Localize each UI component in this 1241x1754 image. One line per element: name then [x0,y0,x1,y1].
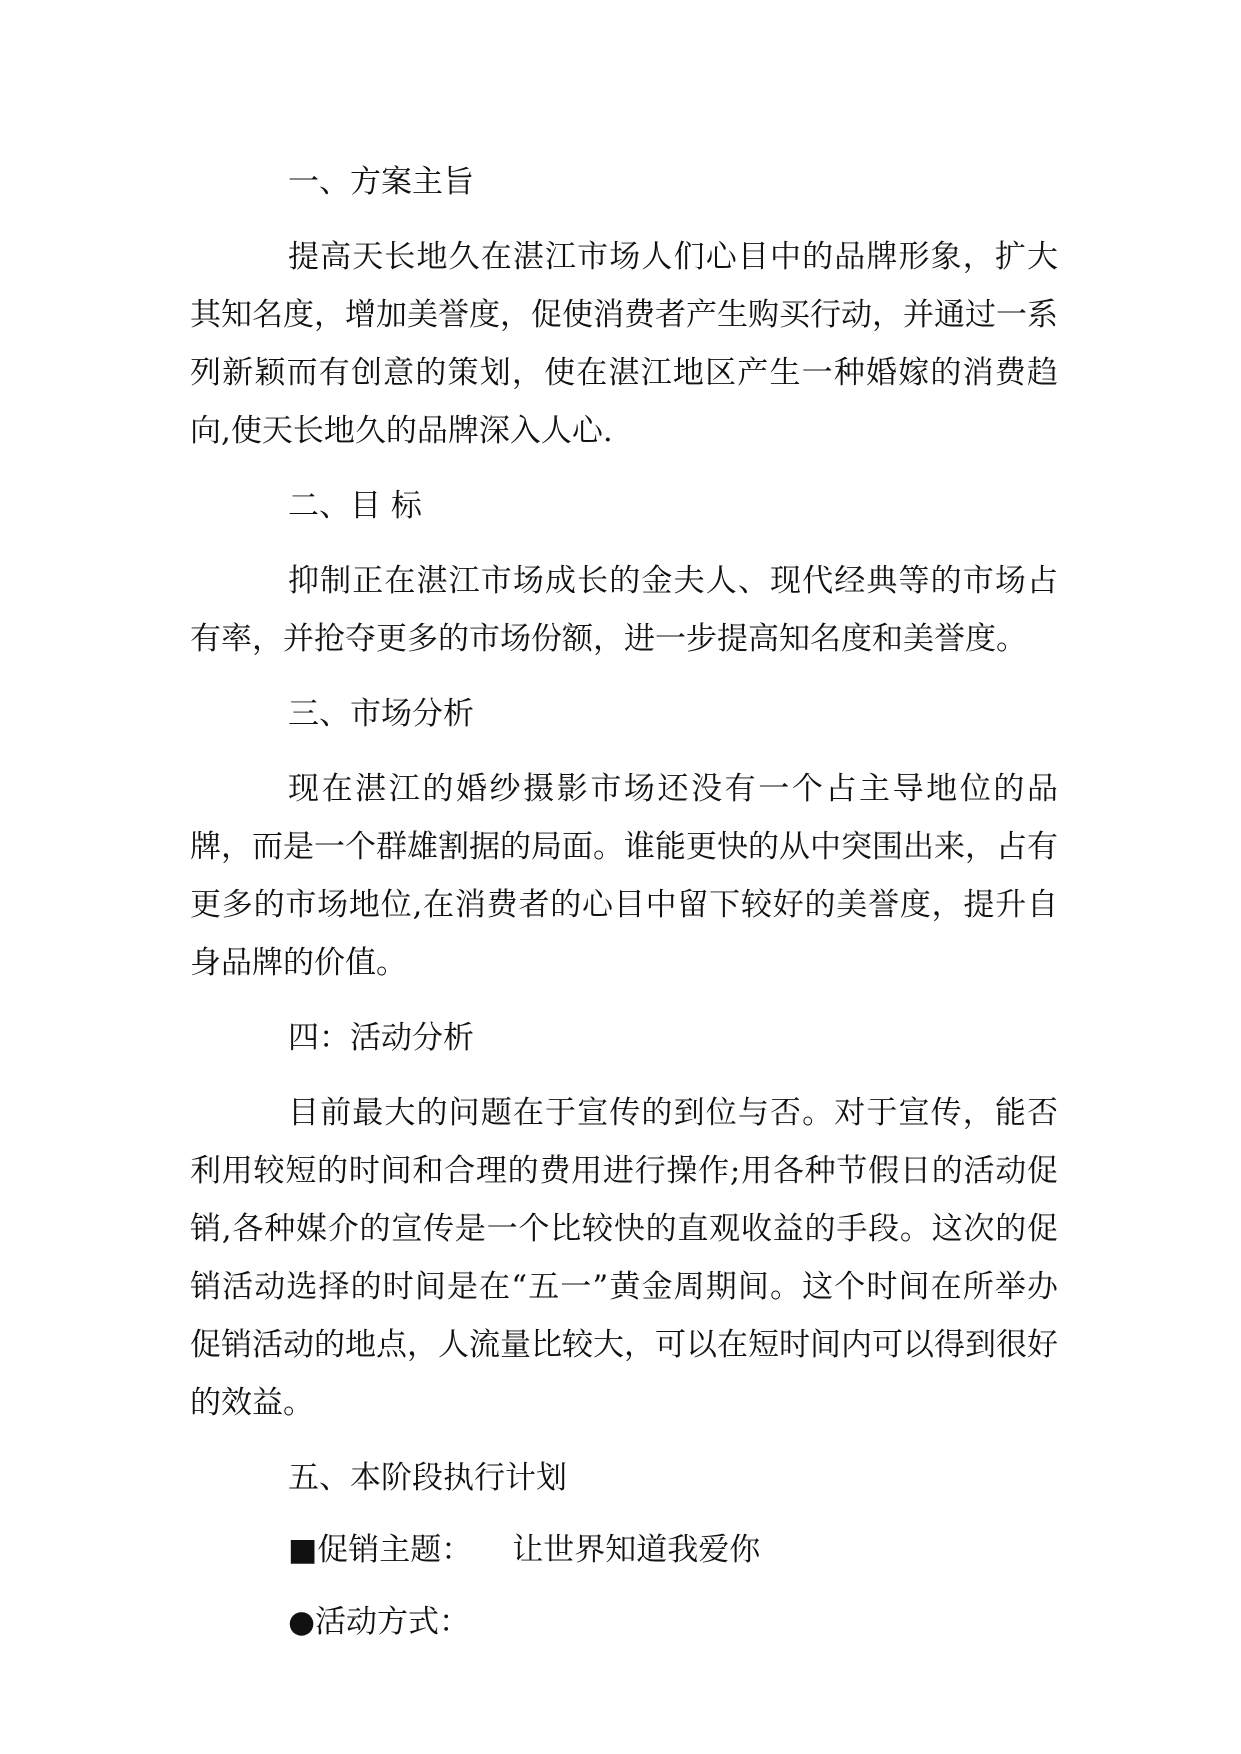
section-paragraph-goal: 抑制正在湛江市场成长的金夫人、现代经典等的市场占有率，并抢夺更多的市场份额，进一步提高知名度和美誉度。 [190,563,1058,657]
section-paragraph-plan-purpose: 提高天长地久在湛江市场人们心目中的品牌形象，扩大其知名度，增加美誉度，促使消费者产生购买行动，并通过一系列新颖而有创意的策划，使在湛江地区产生一种婚嫁的消费趋向,使天长地久的品牌深入人心. [190,239,1058,449]
plan-item-promotion-theme [190,1524,1058,1576]
section-heading-activity-analysis: 四：活动分析 [288,1020,474,1056]
section-paragraph-market-analysis: 现在湛江的婚纱摄影市场还没有一个占主导地位的品牌，而是一个群雄割据的局面。谁能更快的从中突围出来，占有更多的市场地位,在消费者的心目中留下较好的美誉度，提升自身品牌的价值。 [190,771,1058,981]
plan-item-activity-method [190,1596,1058,1648]
plan-item-value: 让世界知道我爱你 [512,1532,761,1568]
plan-item-label: ●活动方式： [288,1604,471,1640]
section-heading-market-analysis: 三、市场分析 [288,696,474,732]
section-heading-goal: 二、目 标 [288,488,422,524]
section-heading-execution-plan: 五、本阶段执行计划 [288,1460,567,1496]
document-body [190,156,1058,1668]
section-heading-plan-purpose: 一、方案主旨 [288,164,474,200]
plan-item-label: ■促销主题： [288,1532,473,1568]
section-paragraph-activity-analysis: 目前最大的问题在于宣传的到位与否。对于宣传，能否利用较短的时间和合理的费用进行操作;用各种节假日的活动促销,各种媒介的宣传是一个比较快的直观收益的手段。这次的促销活动选择的时间是在“五一”黄金周期间。这个时间在所举办促销活动的地点，人流量比较大，可以在短时间内可以得到很好的效益。 [190,1095,1058,1421]
